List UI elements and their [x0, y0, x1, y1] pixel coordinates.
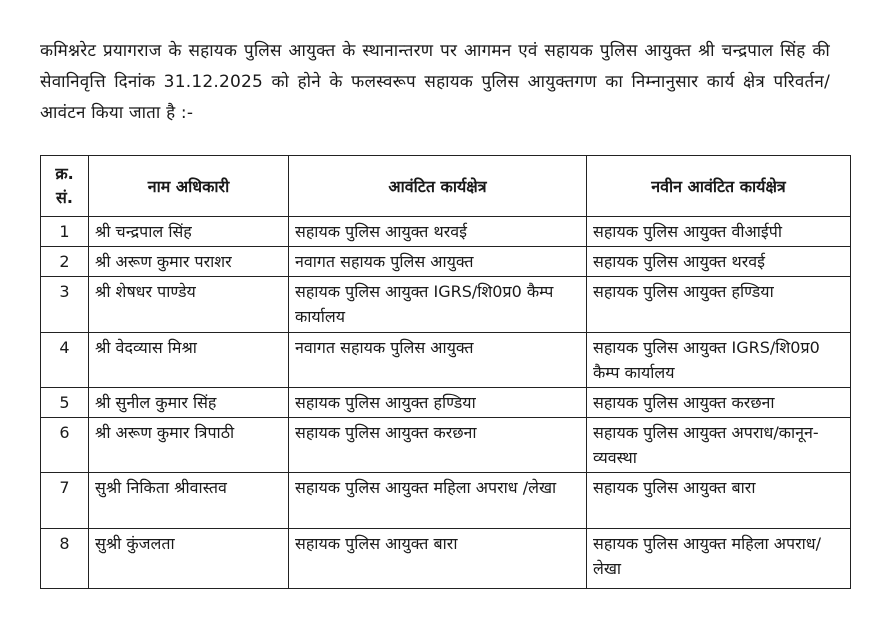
- row-allotted-area: सहायक पुलिस आयुक्त हण्डिया: [289, 388, 587, 418]
- row-allotted-area: नवागत सहायक पुलिस आयुक्त: [289, 247, 587, 277]
- row-officer-name: श्री सुनील कुमार सिंह: [89, 388, 289, 418]
- table-header-row: [41, 156, 851, 217]
- row-new-allotted-area: सहायक पुलिस आयुक्त बारा: [587, 473, 851, 529]
- row-allotted-area: सहायक पुलिस आयुक्त महिला अपराध /लेखा: [289, 473, 587, 529]
- row-officer-name: श्री चन्द्रपाल सिंह: [89, 217, 289, 247]
- row-allotted-area: सहायक पुलिस आयुक्त IGRS/शि0प्र0 कैम्प कार्यालय: [289, 277, 587, 333]
- row-new-allotted-area: सहायक पुलिस आयुक्त हण्डिया: [587, 277, 851, 333]
- intro-paragraph: [40, 36, 830, 129]
- row-allotted-area: सहायक पुलिस आयुक्त बारा: [289, 529, 587, 589]
- table-row: [41, 247, 851, 277]
- row-new-allotted-area: सहायक पुलिस आयुक्त IGRS/शि0प्र0 कैम्प कार्यालय: [587, 333, 851, 388]
- row-new-allotted-area: सहायक पुलिस आयुक्त अपराध/कानून-व्यवस्था: [587, 418, 851, 473]
- header-allotted-area: आवंटित कार्यक्षेत्र: [289, 156, 587, 217]
- row-new-allotted-area: सहायक पुलिस आयुक्त महिला अपराध/लेखा: [587, 529, 851, 589]
- row-serial: 6: [41, 418, 89, 473]
- row-allotted-area: सहायक पुलिस आयुक्त करछना: [289, 418, 587, 473]
- table-row: [41, 333, 851, 388]
- row-serial: 4: [41, 333, 89, 388]
- row-serial: 8: [41, 529, 89, 589]
- table-row: [41, 418, 851, 473]
- row-new-allotted-area: सहायक पुलिस आयुक्त थरवई: [587, 247, 851, 277]
- row-new-allotted-area: सहायक पुलिस आयुक्त वीआईपी: [587, 217, 851, 247]
- row-serial: 2: [41, 247, 89, 277]
- row-serial: 5: [41, 388, 89, 418]
- row-allotted-area: नवागत सहायक पुलिस आयुक्त: [289, 333, 587, 388]
- row-officer-name: श्री अरूण कुमार पराशर: [89, 247, 289, 277]
- transfer-table: [40, 155, 851, 589]
- row-serial: 1: [41, 217, 89, 247]
- row-officer-name: सुश्री निकिता श्रीवास्तव: [89, 473, 289, 529]
- table-row: [41, 388, 851, 418]
- table-row: [41, 217, 851, 247]
- table-row: [41, 277, 851, 333]
- intro-line-2: चन्द्रपाल सिंह की सेवानिवृत्ति दिनांक 31.12.2025 को होने के फलस्वरूप सहायक पुलिस आयुक्तगण का: [40, 41, 830, 92]
- row-officer-name: श्री वेदव्यास मिश्रा: [89, 333, 289, 388]
- header-serial: [41, 156, 89, 217]
- header-serial-line-1: क्र.: [55, 164, 74, 183]
- row-serial: 7: [41, 473, 89, 529]
- row-allotted-area: सहायक पुलिस आयुक्त थरवई: [289, 217, 587, 247]
- header-new-allotted-area: नवीन आवंटित कार्यक्षेत्र: [587, 156, 851, 217]
- row-new-allotted-area: सहायक पुलिस आयुक्त करछना: [587, 388, 851, 418]
- table-row: [41, 529, 851, 589]
- table-row: [41, 473, 851, 529]
- header-officer-name: नाम अधिकारी: [89, 156, 289, 217]
- row-officer-name: श्री शेषधर पाण्डेय: [89, 277, 289, 333]
- row-officer-name: श्री अरूण कुमार त्रिपाठी: [89, 418, 289, 473]
- row-officer-name: सुश्री कुंजलता: [89, 529, 289, 589]
- intro-line-1: कमिश्नरेट प्रयागराज के सहायक पुलिस आयुक्त के स्थानान्तरण पर आगमन एवं सहायक पुलिस आयुक्त श्री: [40, 41, 715, 61]
- intro-line-3: निम्नानुसार कार्य क्षेत्र परिवर्तन/आवंटन किया जाता है :-: [40, 72, 830, 123]
- row-serial: 3: [41, 277, 89, 333]
- header-serial-line-2: सं.: [56, 188, 73, 207]
